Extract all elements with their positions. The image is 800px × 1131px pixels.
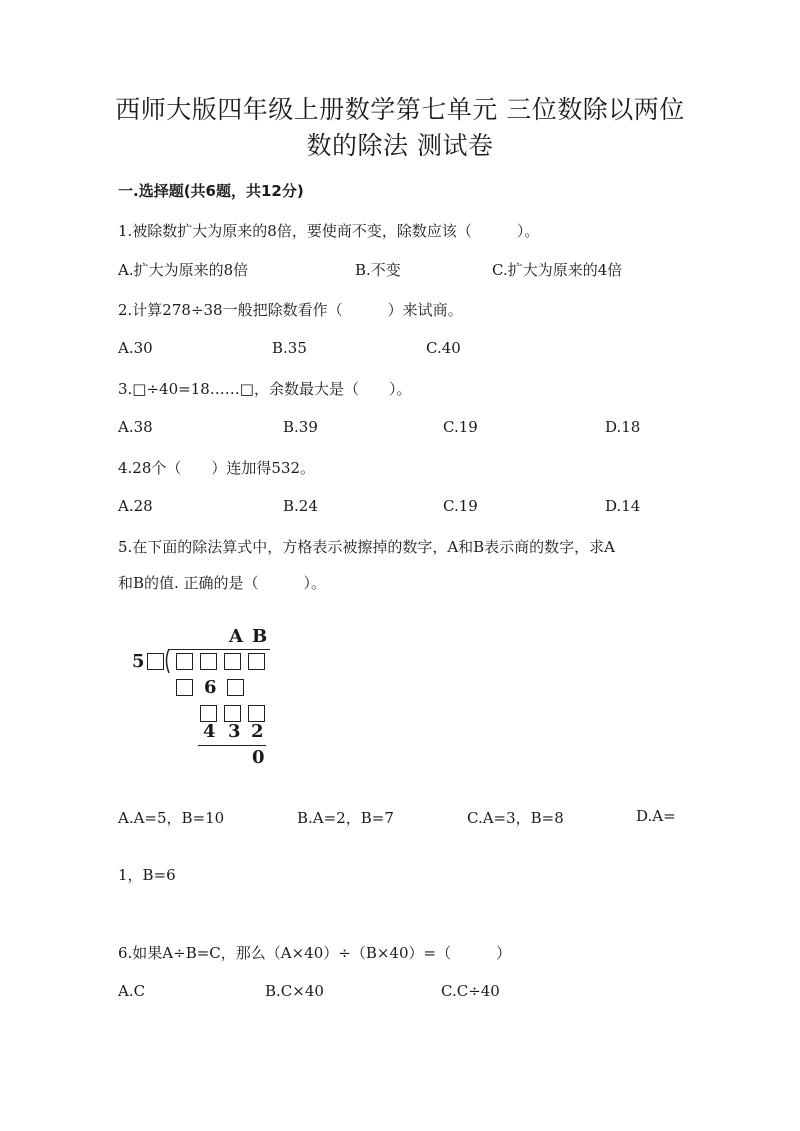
q6-option-b: B.C×40 — [265, 982, 324, 1000]
product2-digit-2: 3 — [228, 721, 241, 742]
divisor-digit: 5 — [132, 651, 145, 672]
q4-option-a: A.28 — [118, 497, 153, 515]
product1-box-1 — [176, 679, 193, 696]
q3-option-d: D.18 — [605, 418, 641, 436]
q1-option-b: B.不变 — [355, 261, 401, 279]
title-line-1: 西师大版四年级上册数学第七单元 三位数除以两位 — [115, 95, 685, 124]
section-heading: 一.选择题(共6题，共12分) — [118, 182, 304, 200]
question-4-stem: 4.28个（ ）连加得532。 — [118, 459, 316, 477]
partial-box-3 — [248, 705, 265, 722]
partial-box-1 — [200, 705, 217, 722]
dividend-box-2 — [200, 653, 217, 670]
question-1-stem: 1.被除数扩大为原来的8倍，要使商不变，除数应该（ ）。 — [118, 222, 540, 240]
dividend-box-3 — [224, 653, 241, 670]
q5-option-d: D.A= — [636, 807, 676, 825]
q3-option-b: B.39 — [283, 418, 318, 436]
long-division-figure — [118, 620, 288, 780]
divisor-blank-box — [147, 653, 164, 670]
q5-option-b: B.A=2，B=7 — [297, 809, 394, 827]
q1-option-c: C.扩大为原来的4倍 — [492, 261, 623, 279]
remainder-digit: 0 — [252, 747, 265, 768]
q5-option-d-wrap: 1，B=6 — [118, 866, 176, 884]
question-2-stem: 2.计算278÷38一般把除数看作（ ）来试商。 — [118, 301, 463, 319]
quotient-digit-a: A — [229, 626, 243, 647]
division-bracket — [163, 648, 173, 674]
q6-option-a: A.C — [118, 982, 146, 1000]
q4-option-b: B.24 — [283, 497, 318, 515]
dividend-box-4 — [248, 653, 265, 670]
q3-option-a: A.38 — [118, 418, 153, 436]
q1-option-a: A.扩大为原来的8倍 — [118, 261, 249, 279]
division-bar — [168, 649, 270, 650]
q3-option-c: C.19 — [443, 418, 478, 436]
question-5-stem-line-1: 5.在下面的除法算式中，方格表示被擦掉的数字，A和B表示商的数字，求A — [118, 538, 616, 556]
subtraction-line — [198, 745, 266, 746]
question-3-stem: 3.□÷40=18……□，余数最大是（ ）。 — [118, 380, 412, 398]
q4-option-d: D.14 — [605, 497, 641, 515]
q6-option-c: C.C÷40 — [441, 982, 500, 1000]
product2-digit-1: 4 — [203, 721, 216, 742]
q2-option-c: C.40 — [426, 339, 461, 357]
q5-option-a: A.A=5，B=10 — [118, 809, 225, 827]
quotient-digit-b: B — [252, 626, 268, 647]
question-5-stem-line-2: 和B的值. 正确的是（ ）。 — [118, 574, 327, 592]
product1-box-3 — [227, 679, 244, 696]
product1-digit: 6 — [204, 677, 217, 698]
q4-option-c: C.19 — [443, 497, 478, 515]
document-title — [100, 92, 700, 164]
q5-option-c: C.A=3，B=8 — [467, 809, 564, 827]
q2-option-a: A.30 — [118, 339, 153, 357]
question-6-stem: 6.如果A÷B=C，那么（A×40）÷（B×40）=（ ） — [118, 944, 512, 962]
title-line-2: 数的除法 测试卷 — [306, 131, 494, 160]
q2-option-b: B.35 — [272, 339, 307, 357]
product2-digit-3: 2 — [251, 721, 264, 742]
dividend-box-1 — [176, 653, 193, 670]
partial-box-2 — [224, 705, 241, 722]
